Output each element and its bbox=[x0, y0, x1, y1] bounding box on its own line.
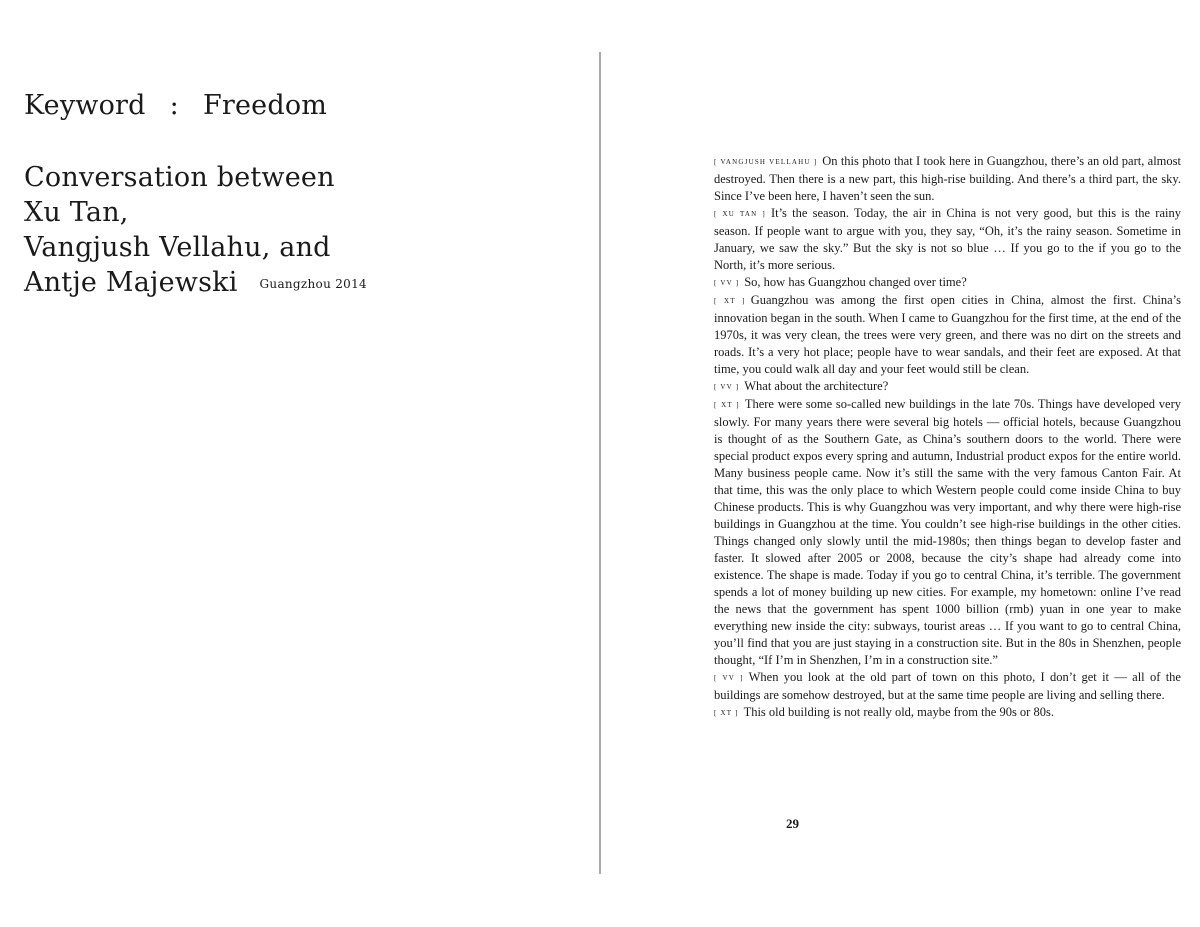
turn-text: It’s the season. Today, the air in China is not very good, but this is the rainy season. If people want to argue with you, they say, “Oh, it’s the rainy season. Sometime in January, we saw the sky.” But the sky is not so blue … If you go to the if you go to the North, it’s more serious. bbox=[714, 206, 1181, 272]
title-line-last bbox=[24, 265, 367, 302]
keyword-value: Freedom bbox=[202, 90, 328, 121]
title-line: Antje Majewski bbox=[24, 267, 238, 298]
dialogue-turn bbox=[714, 704, 1181, 722]
dialogue-turn bbox=[714, 153, 1181, 205]
dialogue-turn bbox=[714, 378, 1181, 396]
conversation-title bbox=[24, 160, 367, 302]
keyword-separator: : bbox=[169, 90, 179, 121]
keyword-heading bbox=[24, 88, 327, 124]
speaker-label: [ XU TAN ] bbox=[714, 210, 766, 218]
speaker-label: [ XT ] bbox=[714, 709, 739, 717]
speaker-label: [ VANGJUSH VELLAHU ] bbox=[714, 158, 818, 166]
page-number: 29 bbox=[786, 816, 799, 831]
speaker-label: [ XT ] bbox=[714, 401, 740, 409]
dialogue-turn bbox=[714, 292, 1181, 378]
speaker-label: [ VV ] bbox=[714, 279, 740, 287]
interview-text bbox=[714, 153, 1181, 722]
title-line: Conversation between bbox=[24, 162, 335, 193]
title-line: Vangjush Vellahu, and bbox=[24, 232, 331, 263]
turn-text: There were some so-called new buildings in the late 70s. Things have developed very slowly. For many years there were several big hotels — official hotels, because Guangzhou is thought of as the Southern Gate, as China’s southern doors to the world. There were special product expos every spring and autumn, Industrial product expos for the entire world. Many business people came. Now it’s still the same with the very famous Canton Fair. At that time, this was the only place to which Western people could come inside China to buy Chinese products. This is why Guangzhou was very important, and why there were high-rise buildings in Guangzhou at the time. You couldn’t see high-rise buildings in the other cities. Things changed only slowly until the mid-1980s; then things began to develop faster and faster. It slowed after 2005 or 2008, because the city’s shape had already come into existence. The shape is made. Today if you go to central China, it’s terrible. The government spends a lot of money building up new cities. For example, my hometown: online I’ve read the news that the government has spent 1000 billion (rmb) yuan in one year to make everything new inside the city: subways, tourist areas … If you want to go to central China, you’ll find that you are just staying in a construction site. But in the 80s in Shenzhen, people thought, “If I’m in Shenzhen, I’m in a construction site.” bbox=[714, 397, 1181, 667]
turn-text: This old building is not really old, maybe from the 90s or 80s. bbox=[743, 705, 1054, 719]
keyword-label: Keyword bbox=[24, 90, 146, 121]
turn-text: Guangzhou was among the first open cities in China, almost the first. China’s innovation began in the south. When I came to Guangzhou for the first time, at the end of the 1970s, it was very clean, the trees were very green, and there was no dirt on the streets and roads. It’s a very hot place; people have to wear sandals, and their feet are exposed. At that time, you could walk all day and your feet would still be clean. bbox=[714, 293, 1181, 376]
dialogue-turn bbox=[714, 274, 1181, 292]
dialogue-turn bbox=[714, 669, 1181, 704]
speaker-label: [ VV ] bbox=[714, 674, 744, 682]
speaker-label: [ VV ] bbox=[714, 383, 740, 391]
turn-text: What about the architecture? bbox=[744, 379, 889, 393]
dialogue-turn bbox=[714, 205, 1181, 274]
place-date: Guangzhou 2014 bbox=[259, 277, 367, 291]
title-line: Xu Tan, bbox=[24, 197, 129, 228]
dialogue-turn bbox=[714, 396, 1181, 669]
speaker-label: [ XT ] bbox=[714, 297, 746, 305]
turn-text: So, how has Guangzhou changed over time? bbox=[744, 275, 967, 289]
page-gutter-divider bbox=[599, 52, 601, 874]
turn-text: On this photo that I took here in Guangzhou, there’s an old part, almost destroyed. Then there is a new part, this high-rise building. And there’s a third part, the sky. Since I’ve been here, I haven’t seen the sun. bbox=[714, 154, 1181, 203]
turn-text: When you look at the old part of town on this photo, I don’t get it — all of the buildings are somehow destroyed, but at the same time people are living and selling there. bbox=[714, 670, 1181, 702]
